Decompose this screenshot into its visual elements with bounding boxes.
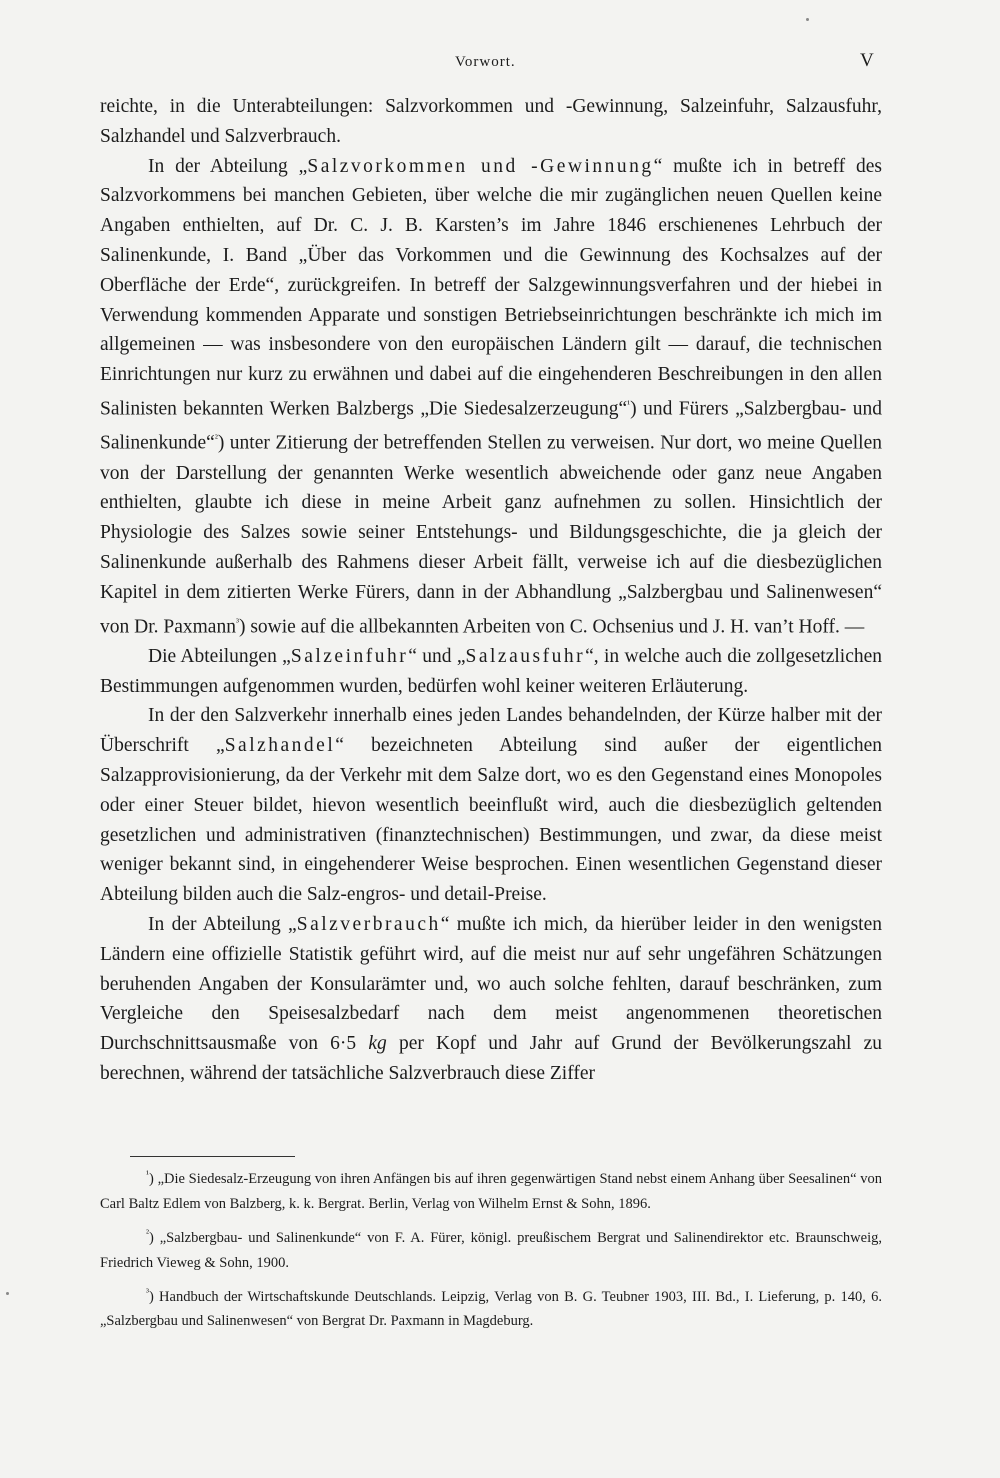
footnote-3 [100,1280,882,1335]
p4-emphasis: Salzhandel [224,735,336,757]
p2-text-a: In der Abteilung „ [148,155,308,177]
paragraph-5 [100,910,882,1089]
p3-text-c: “, in welche auch die zollgesetzlichen Bestimmungen aufgenommen wurden, bedürfen wohl keiner weiteren Erläuterung. [100,645,883,697]
footnote-2 [100,1221,882,1276]
footnote-divider [130,1156,295,1157]
paper-speck [6,1292,9,1295]
footnote-3-marker: ³ [146,1286,149,1298]
footnote-2-marker: ² [146,1227,149,1239]
p3-text-b: “ und „ [408,645,466,667]
footnote-ref-1: ¹ [627,398,631,410]
p3-emphasis-2: Salzausfuhr [465,645,586,667]
p4-text-a: In der den Salzverkehr innerhalb eines jeden Landes behandelnden, der Kürze halber mit der Überschrift „ [100,705,882,757]
p2-text-c: ) und Fürers „Salzbergbau- und Salinenkunde“ [100,398,882,454]
paper-speck [806,18,809,21]
p3-emphasis-1: Salzeinfuhr [290,645,409,667]
body-text [100,92,882,1089]
running-title: Vorwort. [455,54,516,70]
paragraph-3 [100,642,882,702]
footnote-1-text: ) „Die Siedesalz-Erzeugung von ihren Anfängen bis auf ihren gegenwärtigen Stand nebst einem Anhang über Seesalinen“ von Carl Baltz Edlem von Balzberg, k. k. Bergrat. Berlin, Verlag von Wilhelm Ernst & Sohn, 1896. [100,1170,882,1212]
p2-text-e: ) sowie auf die allbekannten Arbeiten von C. Ochsenius und J. H. van’t Hoff. — [238,616,865,638]
p5-emphasis: Salzverbrauch [296,914,441,936]
footnote-1 [100,1162,882,1217]
p3-text-a: Die Abteilungen „ [148,645,291,667]
p5-text-b: “ mußte ich mich, da hierüber leider in den wenigsten Ländern eine offizielle Statistik geführt wird, auf die meist nur auf sehr ungefähren Schätzungen beruhenden Angaben der Konsularämter und, wo auch solche fehlten, darauf beschränken, zum Vergleiche den Speisesalzbedarf nach dem meist angenommenen theoretischen Durchschnittsausmaße von 6·5 [100,914,882,1055]
p5-unit: kg [368,1033,387,1055]
p5-text-a: In der Abteilung „ [148,914,297,936]
page-number: V [860,50,874,71]
paragraph-2 [100,152,882,642]
footnote-2-text: ) „Salzbergbau- und Salinenkunde“ von F. A. Fürer, königl. preußischem Bergrat und Salinendirektor etc. Braunschweig, Friedrich Vieweg & Sohn, 1900. [100,1229,882,1271]
paragraph-1 [100,92,882,152]
paragraph-1-text: reichte, in die Unterabteilungen: Salzvorkommen und -Gewinnung, Salzeinfuhr, Salzausfuhr, Salzhandel und Salzverbrauch. [100,96,882,147]
p2-text-d: ) unter Zitierung der betreffenden Stellen zu verweisen. Nur dort, wo meine Quellen von der Darstellung der genannten Werke wesentlich abweichende oder ganz neue Angaben enthielten, glaubte ich diese in meine Arbeit ganz aufnehmen zu sollen. Hinsichtlich der Physiologie des Salzes sowie seiner Entstehungs- und Bildungsgeschichte, die ja gleich der Salinenkunde außerhalb des Rahmens dieser Arbeit fällt, verweise ich auf die diesbezüglichen Kapitel in dem zitierten Werke Fürers, dann in der Abhandlung „Salzbergbau und Salinenwesen“ von Dr. Paxmann [100,432,882,638]
page-header [0,50,1000,80]
paragraph-4 [100,701,882,910]
footnote-3-text: ) Handbuch der Wirtschaftskunde Deutschlands. Leipzig, Verlag von B. G. Teubner 1903, III. Bd., I. Lieferung, p. 140, 6. „Salzbergbau und Salinenwesen“ von Bergrat Dr. Paxmann in Magdeburg. [100,1288,882,1330]
p5-text-c: per Kopf und Jahr auf Grund der Bevölkerungszahl zu berechnen, während der tatsächliche Salzverbrauch diese Ziffer [100,1033,882,1084]
footnote-ref-2: ² [214,433,218,445]
p2-text-b: “ mußte ich in betreff des Salzvorkommens bei manchen Gebieten, über welche die mir zugänglichen neuen Quellen keine Angaben enthielten, auf Dr. C. J. B. Karsten’s im Jahre 1846 erschienenes Lehrbuch der Salinenkunde, I. Band „Über das Vorkommen und die Gewinnung des Kochsalzes auf der Oberfläche der Erde“, zurückgreifen. In betreff der Salzgewinnungsverfahren und der hiebei in Verwendung kommenden Apparate und sonstigen Betriebseinrichtungen beschränkte ich mich im allgemeinen — was insbesondere von den europäischen Ländern gilt — darauf, die technischen Einrichtungen nur kurz zu erwähnen und dabei auf die eingehenderen Beschreibungen in den allen Salinisten bekannten Werken Balzbergs „Die Siedesalzerzeugung“ [100,155,882,420]
p2-emphasis: Salzvorkommen und -Gewinnung [307,155,654,177]
p4-text-b: “ bezeichneten Abteilung sind außer der eigentlichen Salzapprovisionierung, da der Verkehr mit dem Salze dort, wo es den Gegenstand eines Monopoles oder einer Steuer bildet, hievon wesentlich beeinflußt wird, auch die diesbezüglich geltenden gesetzlichen und administrativen (finanztechnischen) Bestimmungen, und zwar, da diese meist weniger bekannt sind, in eingehenderer Weise besprochen. Einen wesentlichen Gegenstand dieser Abteilung bilden auch die Salz-engros- und detail-Preise. [100,735,882,906]
footnote-ref-3: ³ [235,616,239,628]
footnote-1-marker: ¹ [146,1169,149,1180]
footnotes [100,1162,882,1338]
